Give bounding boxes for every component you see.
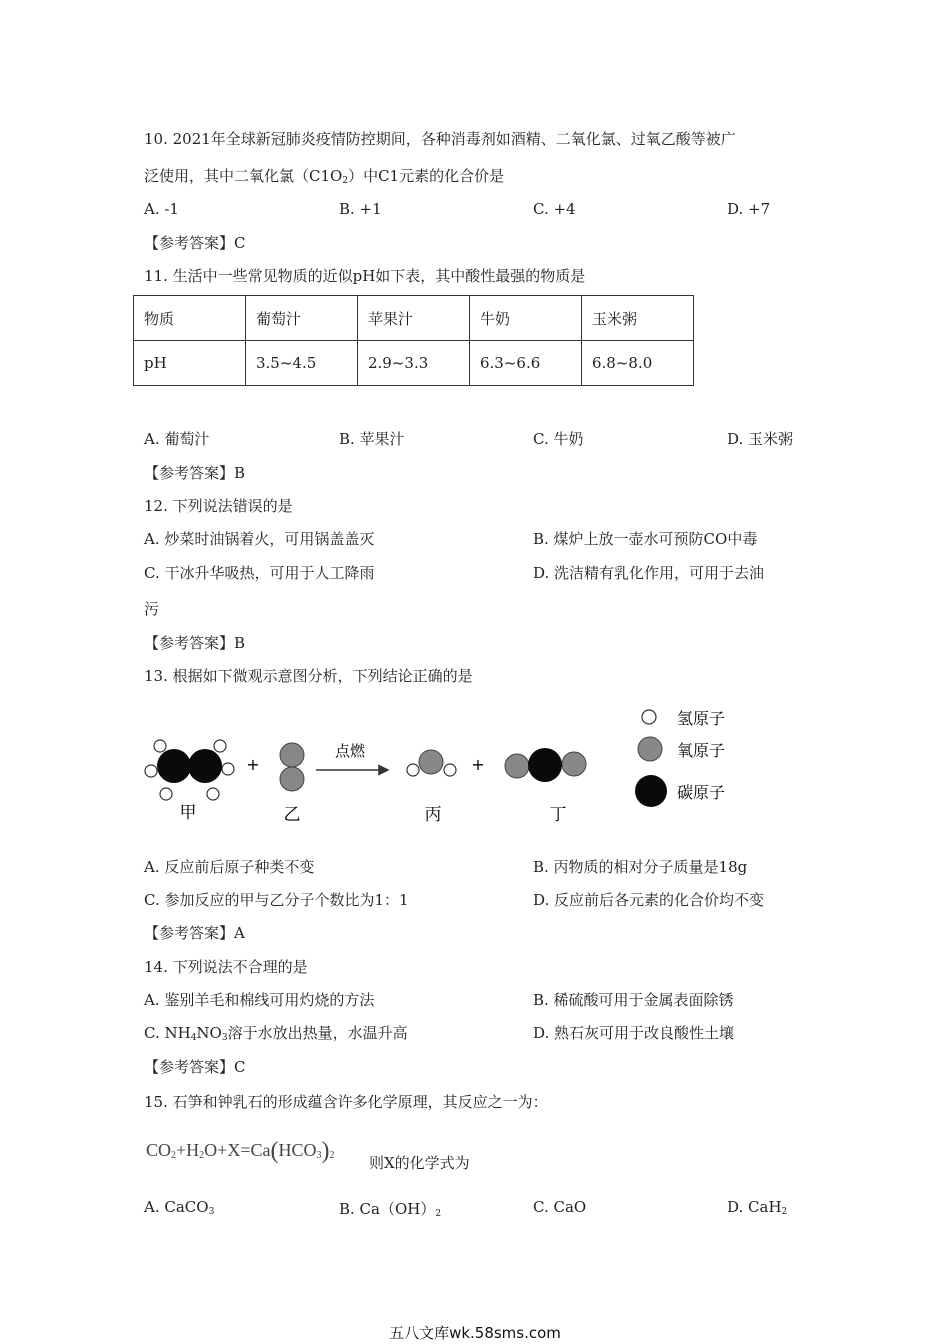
q13-question: 13. 根据如下微观示意图分析，下列结论正确的是 xyxy=(144,667,473,685)
q12-option-d: D. 洗洁精有乳化作用，可用于去油 xyxy=(533,564,765,582)
table-row xyxy=(134,341,694,386)
carbon-atom xyxy=(188,749,222,783)
hydrogen-atom xyxy=(207,788,219,800)
q10-answer: 【参考答案】C xyxy=(144,234,246,252)
q13-option-d: D. 反应前后各元素的化合价均不变 xyxy=(533,891,765,909)
q14-answer: 【参考答案】C xyxy=(144,1058,246,1076)
q11-option-d: D. 玉米粥 xyxy=(727,430,794,448)
table-cell: 玉米粥 xyxy=(582,296,694,341)
legend-carbon-label: 碳原子 xyxy=(677,783,726,802)
q11-option-c: C. 牛奶 xyxy=(533,430,584,448)
molecule-jia xyxy=(145,740,234,800)
q15-question: 15. 石笋和钟乳石的形成蕴含许多化学原理，其反应之一为： xyxy=(144,1093,548,1111)
q12-option-c: C. 干冰升华吸热，可用于人工降雨 xyxy=(144,564,375,582)
oxygen-atom xyxy=(280,743,304,767)
hydrogen-atom xyxy=(160,788,172,800)
q15-question-tail: 则X的化学式为 xyxy=(369,1154,470,1172)
q14-option-b: B. 稀硫酸可用于金属表面除锈 xyxy=(533,991,734,1009)
q14-question: 14. 下列说法不合理的是 xyxy=(144,958,308,976)
carbon-atom xyxy=(157,749,191,783)
oxygen-atom xyxy=(280,767,304,791)
hydrogen-atom xyxy=(145,765,157,777)
molecule-bing xyxy=(407,750,456,776)
table-cell: 牛奶 xyxy=(470,296,582,341)
hydrogen-atom xyxy=(444,764,456,776)
q15-option-d: D. CaH$_2$ xyxy=(727,1198,788,1217)
footer-watermark: 五八文库wk.58sms.com xyxy=(389,1324,561,1342)
q10-question-line1: 10. 2021年全球新冠肺炎疫情防控期间，各种消毒剂如酒精、二氧化氯、过氧乙酸等被广 xyxy=(144,130,736,148)
q12-answer: 【参考答案】B xyxy=(144,634,246,652)
chemical-equation: $CO_2+H_2O+X=Ca(HCO_3)_2$ xyxy=(146,1138,335,1164)
legend-oxygen-label: 氧原子 xyxy=(677,741,726,760)
q12-question: 12. 下列说法错误的是 xyxy=(144,497,293,515)
table-cell: 2.9~3.3 xyxy=(358,341,470,386)
plus-sign: + xyxy=(471,755,485,774)
oxygen-atom xyxy=(419,750,443,774)
q13-answer: 【参考答案】A xyxy=(144,924,245,942)
reaction-condition: 点燃 xyxy=(334,742,366,760)
q13-option-b: B. 丙物质的相对分子质量是18g xyxy=(533,858,748,876)
q13-option-c: C. 参加反应的甲与乙分子个数比为1：1 xyxy=(144,891,409,909)
q12-option-a: A. 炒菜时油锅着火，可用锅盖盖灭 xyxy=(144,530,375,548)
oxygen-atom xyxy=(505,754,529,778)
table-cell: pH xyxy=(134,341,246,386)
molecule-yi xyxy=(280,743,304,791)
legend-hydrogen-label: 氢原子 xyxy=(677,709,726,728)
table-cell: 葡萄汁 xyxy=(246,296,358,341)
q15-option-c: C. CaO xyxy=(533,1198,587,1216)
q10-option-b: B. +1 xyxy=(339,200,382,218)
carbon-atom xyxy=(528,748,562,782)
reaction-diagram xyxy=(140,700,740,830)
q14-option-d: D. 熟石灰可用于改良酸性土壤 xyxy=(533,1024,735,1042)
legend-oxygen-icon xyxy=(638,737,662,761)
legend-hydrogen-icon xyxy=(642,710,656,724)
plus-sign: + xyxy=(246,755,260,774)
oxygen-atom xyxy=(562,752,586,776)
q13-option-a: A. 反应前后原子种类不变 xyxy=(144,858,315,876)
label-ding: 丁 xyxy=(549,805,567,825)
table-cell: 6.3~6.6 xyxy=(470,341,582,386)
molecule-ding xyxy=(505,748,586,782)
table-cell: 物质 xyxy=(134,296,246,341)
hydrogen-atom xyxy=(214,740,226,752)
table-cell: 3.5~4.5 xyxy=(246,341,358,386)
q11-question: 11. 生活中一些常见物质的近似pH如下表，其中酸性最强的物质是 xyxy=(144,267,586,285)
table-cell: 6.8~8.0 xyxy=(582,341,694,386)
q12-option-d-continued: 污 xyxy=(144,600,160,618)
label-jia: 甲 xyxy=(179,803,197,823)
q10-option-c: C. +4 xyxy=(533,200,576,218)
legend-carbon-icon xyxy=(635,775,667,807)
q11-answer: 【参考答案】B xyxy=(144,464,246,482)
hydrogen-atom xyxy=(407,764,419,776)
q10-option-d: D. +7 xyxy=(727,200,771,218)
table-cell: 苹果汁 xyxy=(358,296,470,341)
q14-option-c: C. $NH_4NO_3$溶于水放出热量，水温升高 xyxy=(144,1024,408,1043)
label-bing: 丙 xyxy=(424,805,442,825)
q11-option-b: B. 苹果汁 xyxy=(339,430,405,448)
q14-option-a: A. 鉴别羊毛和棉线可用灼烧的方法 xyxy=(144,991,375,1009)
q11-option-a: A. 葡萄汁 xyxy=(144,430,210,448)
hydrogen-atom xyxy=(154,740,166,752)
q12-option-b: B. 煤炉上放一壶水可预防CO中毒 xyxy=(533,530,758,548)
ph-table xyxy=(133,295,694,386)
q15-option-b: B. $Ca(OH)_2$ xyxy=(339,1200,442,1219)
q10-question-line2: 泛使用，其中二氧化氯$(C1O_2)$中C1元素的化合价是 xyxy=(144,167,505,186)
legend xyxy=(635,709,725,807)
q15-option-a: A. CaCO$_3$ xyxy=(144,1198,215,1217)
table-row xyxy=(134,296,694,341)
q10-option-a: A. -1 xyxy=(144,200,179,218)
hydrogen-atom xyxy=(222,763,234,775)
label-yi: 乙 xyxy=(283,805,301,825)
